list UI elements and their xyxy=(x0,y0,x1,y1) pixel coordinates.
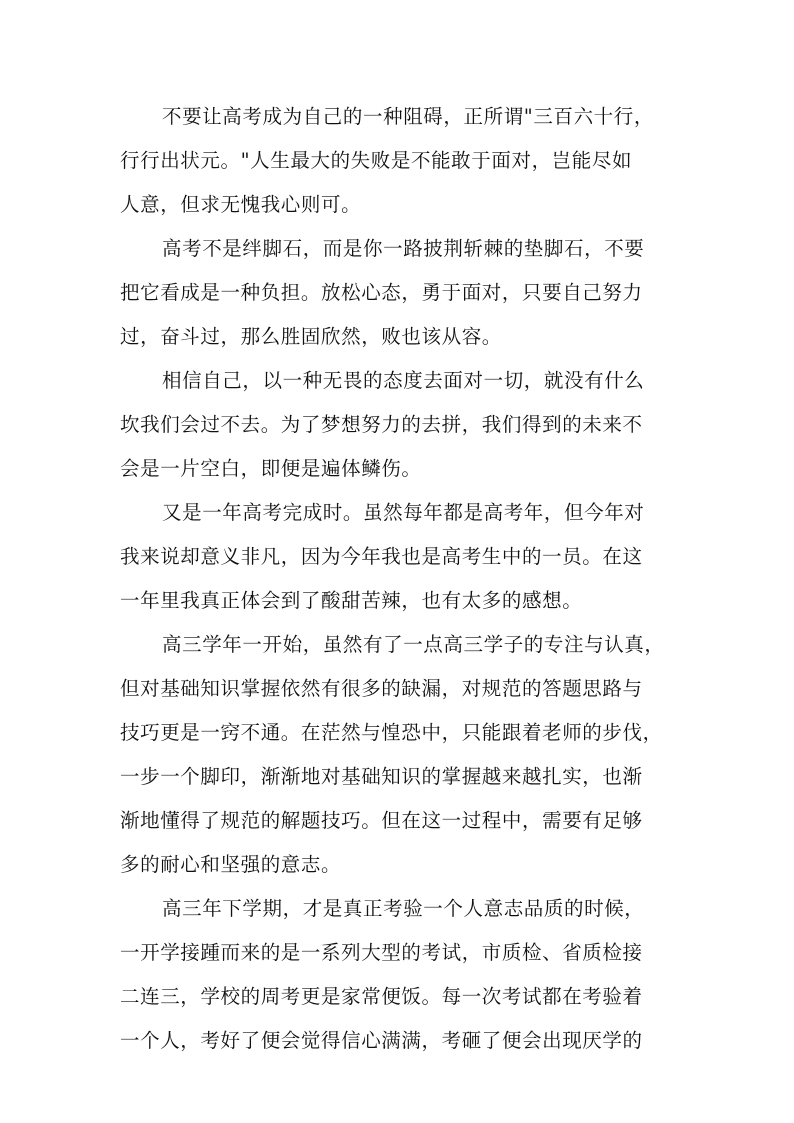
paragraph-line: 行行出状元。"人生最大的失败是不能敢于面对，岂能尽如 xyxy=(120,149,633,172)
paragraph-6 xyxy=(120,887,680,1063)
paragraph-line: 多的耐心和坚强的意志。 xyxy=(120,853,342,876)
paragraph-line: 坎我们会过不去。为了梦想努力的去拼，我们得到的未来不 xyxy=(120,413,643,436)
paragraph-line: 我来说却意义非凡，因为今年我也是高考生中的一员。在这 xyxy=(120,545,643,568)
paragraph-line: 会是一片空白，即便是遍体鳞伤。 xyxy=(120,457,422,480)
paragraph-line: 一步一个脚印，渐渐地对基础知识的掌握越来越扎实，也渐 xyxy=(120,765,643,788)
paragraph-line: 人意，但求无愧我心则可。 xyxy=(120,193,362,216)
paragraph-line: 把它看成是一种负担。放松心态，勇于面对，只要自己努力 xyxy=(120,281,643,304)
paragraph-line: 过，奋斗过，那么胜固欣然，败也该从容。 xyxy=(120,325,502,348)
paragraph-3 xyxy=(120,359,680,491)
paragraph-line: 渐地懂得了规范的解题技巧。但在这一过程中，需要有足够 xyxy=(120,809,643,832)
paragraph-line: 又是一年高考完成时。虽然每年都是高考年，但今年对 xyxy=(162,501,645,524)
paragraph-line: 相信自己，以一种无畏的态度去面对一切，就没有什么 xyxy=(162,369,645,392)
paragraph-line: 一年里我真正体会到了酸甜苦辣，也有太多的感想。 xyxy=(120,589,583,612)
paragraph-5 xyxy=(120,623,680,887)
paragraph-line: 一个人，考好了便会觉得信心满满，考砸了便会出现厌学的 xyxy=(120,1029,643,1052)
paragraph-line: 一开学接踵而来的是一系列大型的考试，市质检、省质检接 xyxy=(120,941,643,964)
paragraph-line: 不要让高考成为自己的一种阻碍，正所谓"三百六十行， xyxy=(162,105,654,128)
document-page xyxy=(120,95,680,1063)
paragraph-4 xyxy=(120,491,680,623)
paragraph-line: 技巧更是一窍不通。在茫然与惶恐中，只能跟着老师的步伐， xyxy=(120,721,663,744)
paragraph-line: 高三学年一开始，虽然有了一点高三学子的专注与认真， xyxy=(162,633,665,656)
paragraph-2 xyxy=(120,227,680,359)
paragraph-line: 高三年下学期，才是真正考验一个人意志品质的时候， xyxy=(162,897,645,920)
paragraph-line: 但对基础知识掌握依然有很多的缺漏，对规范的答题思路与 xyxy=(120,677,643,700)
paragraph-line: 高考不是绊脚石，而是你一路披荆斩棘的垫脚石，不要 xyxy=(162,237,645,260)
paragraph-line: 二连三，学校的周考更是家常便饭。每一次考试都在考验着 xyxy=(120,985,643,1008)
paragraph-1 xyxy=(120,95,680,227)
